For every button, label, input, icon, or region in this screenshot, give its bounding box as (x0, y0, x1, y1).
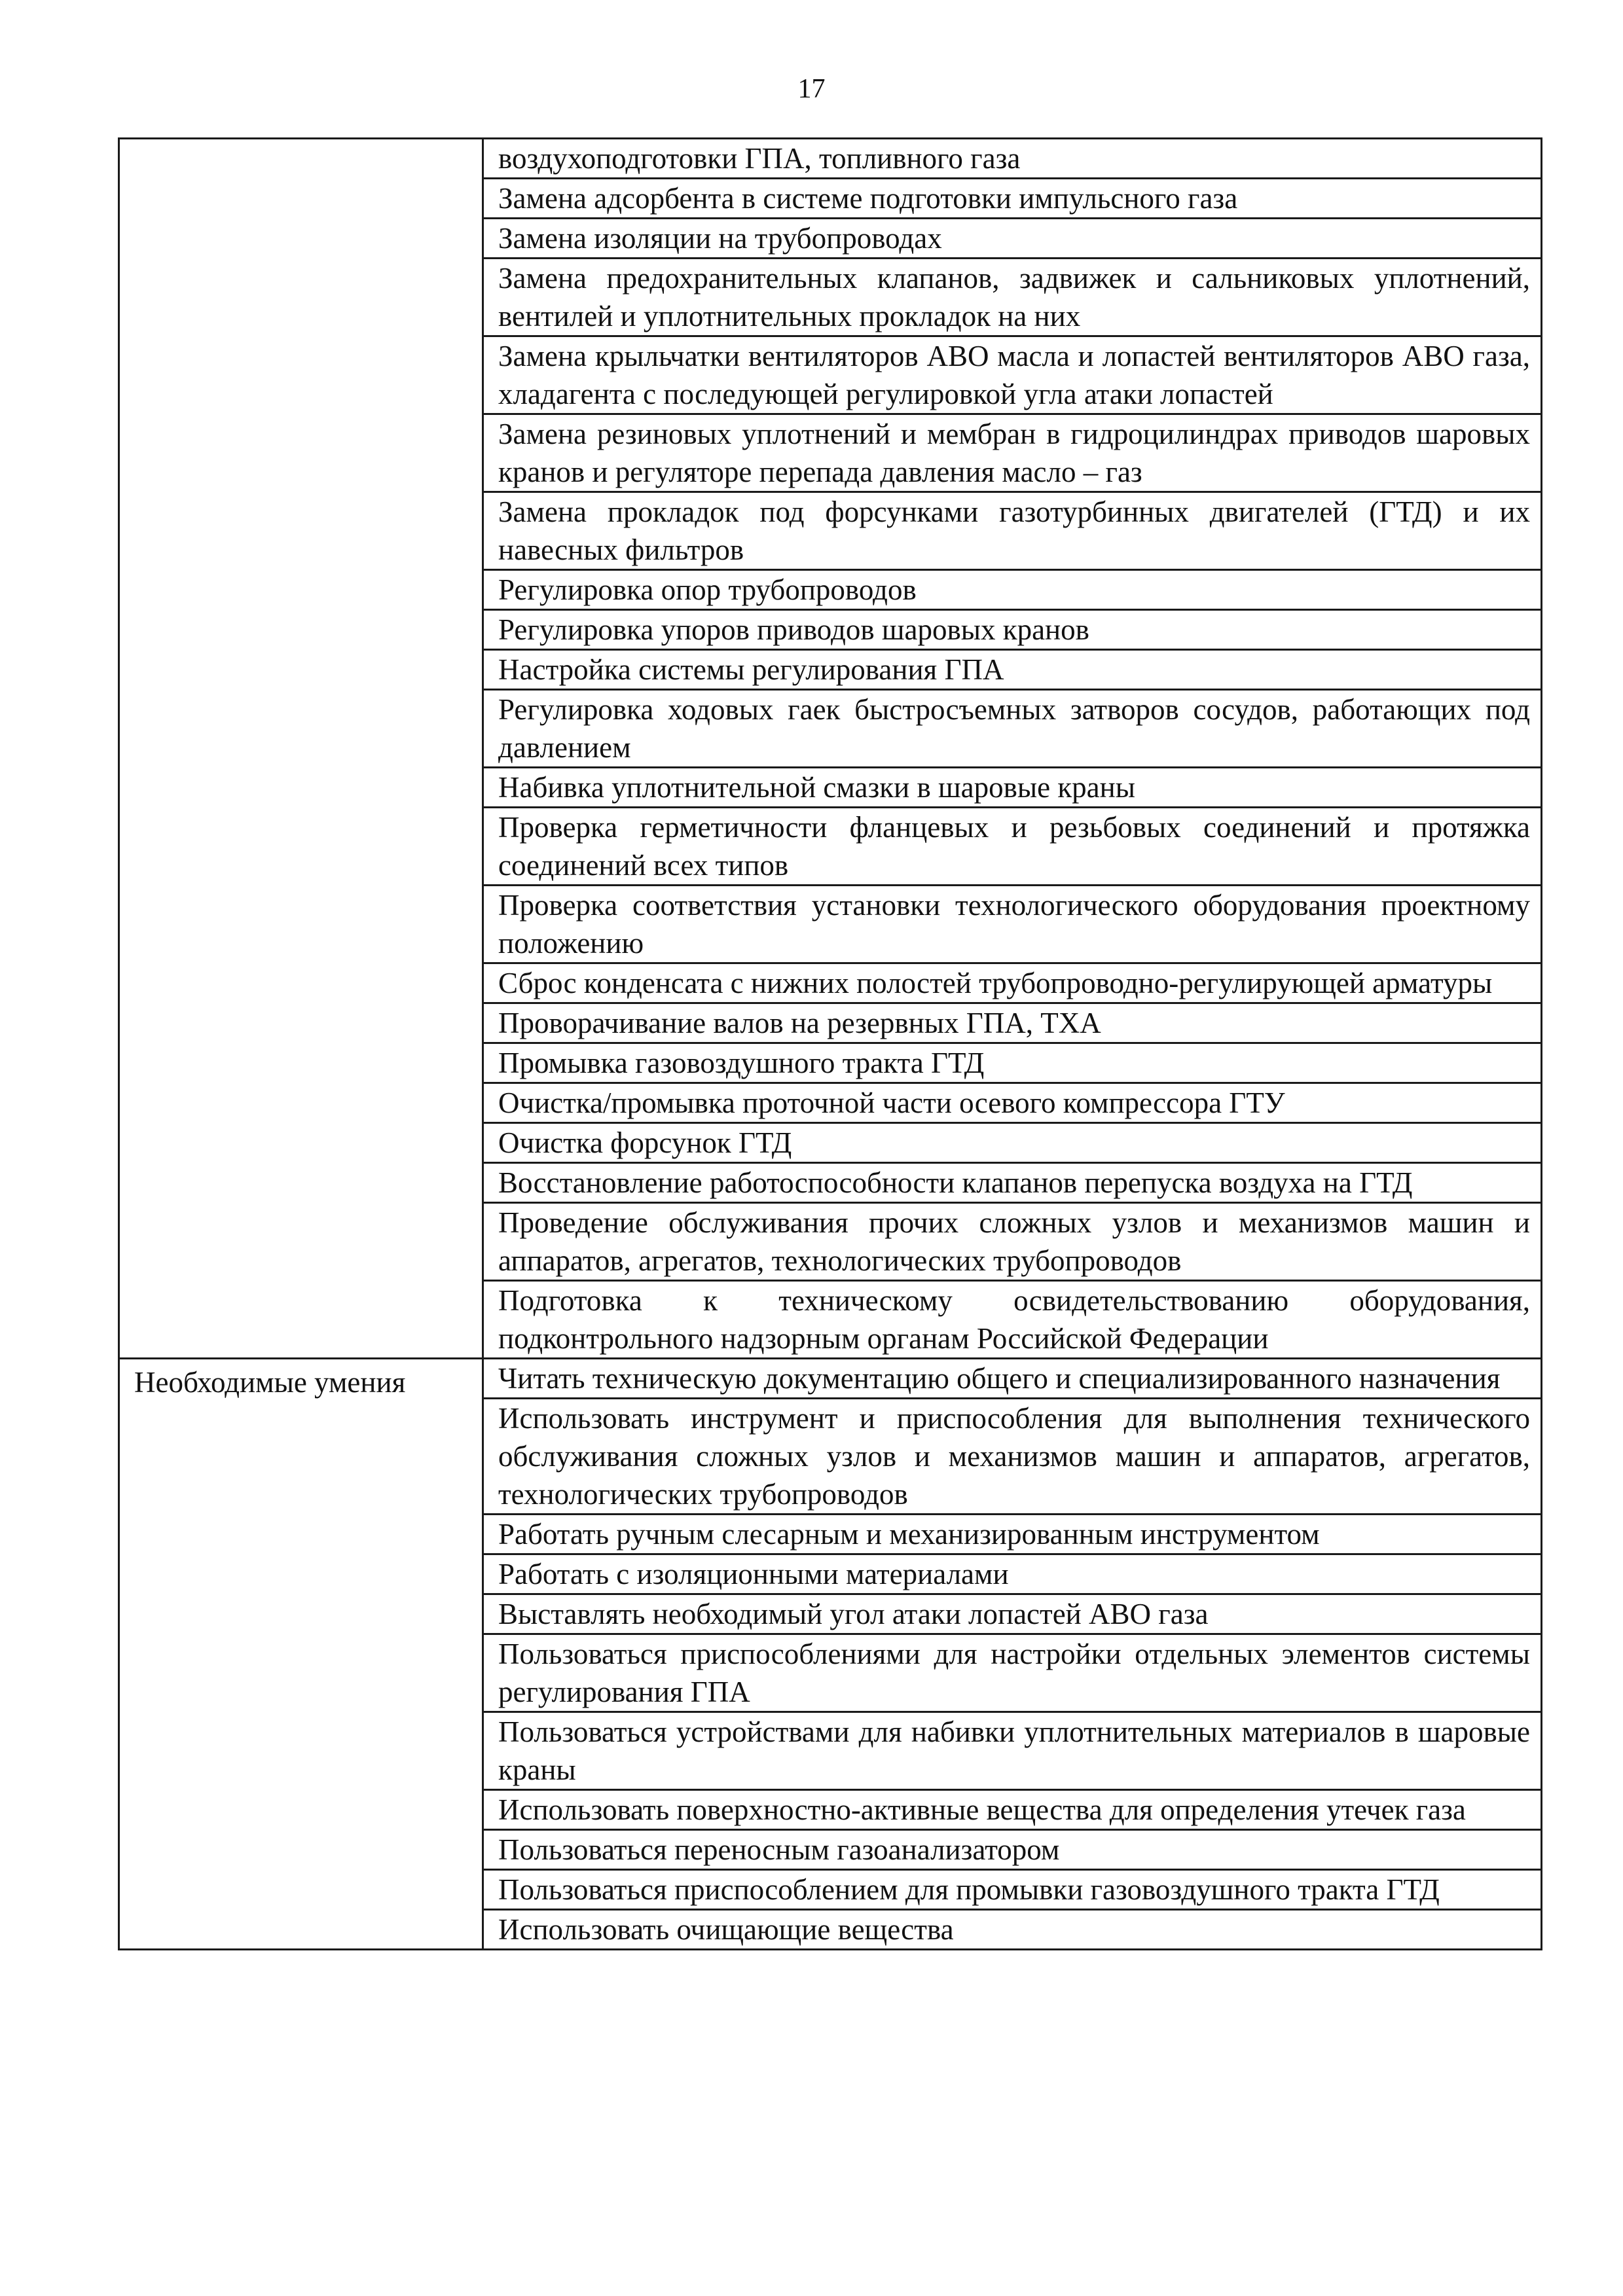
item-cell: Подготовка к техническому освидетельствованию оборудования, подконтрольного надзорным органам Российской Федерации (483, 1281, 1542, 1359)
item-cell: Пользоваться приспособлением для промывки газовоздушного тракта ГТД (483, 1870, 1542, 1910)
item-cell: Сброс конденсата с нижних полостей трубопроводно-регулирующей арматуры (483, 963, 1542, 1003)
item-cell: Работать ручным слесарным и механизированным инструментом (483, 1515, 1542, 1554)
item-cell: Замена прокладок под форсунками газотурбинных двигателей (ГТД) и их навесных фильтров (483, 492, 1542, 570)
item-cell: Регулировка ходовых гаек быстросъемных затворов сосудов, работающих под давлением (483, 690, 1542, 768)
item-cell: Восстановление работоспособности клапанов перепуска воздуха на ГТД (483, 1163, 1542, 1203)
item-cell: Настройка системы регулирования ГПА (483, 650, 1542, 690)
item-cell: Работать с изоляционными материалами (483, 1554, 1542, 1594)
item-cell: Пользоваться приспособлениями для настройки отдельных элементов системы регулирования ГПА (483, 1634, 1542, 1712)
section-label-cell (119, 139, 483, 1359)
table-row (119, 139, 1542, 179)
item-cell: Выставлять необходимый угол атаки лопастей АВО газа (483, 1594, 1542, 1634)
item-cell: Промывка газовоздушного тракта ГТД (483, 1043, 1542, 1083)
item-cell: Использовать поверхностно-активные вещества для определения утечек газа (483, 1790, 1542, 1830)
item-cell: Регулировка упоров приводов шаровых кранов (483, 610, 1542, 650)
item-cell: Регулировка опор трубопроводов (483, 570, 1542, 610)
item-cell: Замена изоляции на трубопроводах (483, 219, 1542, 259)
requirements-table-body (119, 139, 1542, 1950)
item-cell: Набивка уплотнительной смазки в шаровые краны (483, 768, 1542, 808)
table-row (119, 1359, 1542, 1399)
section-label-cell: Необходимые умения (119, 1359, 483, 1950)
item-cell: Пользоваться устройствами для набивки уплотнительных материалов в шаровые краны (483, 1712, 1542, 1790)
page-number: 17 (797, 74, 826, 104)
item-cell: Проведение обслуживания прочих сложных узлов и механизмов машин и аппаратов, агрегатов, технологических трубопроводов (483, 1203, 1542, 1281)
item-cell: Использовать инструмент и приспособления для выполнения технического обслуживания сложных узлов и механизмов машин и аппаратов, агрегатов, технологических трубопроводов (483, 1399, 1542, 1515)
item-cell: Пользоваться переносным газоанализатором (483, 1830, 1542, 1870)
item-cell: Замена адсорбента в системе подготовки импульсного газа (483, 179, 1542, 219)
item-cell: Замена крыльчатки вентиляторов АВО масла и лопастей вентиляторов АВО газа, хладагента с последующей регулировкой угла атаки лопастей (483, 336, 1542, 414)
item-cell: Читать техническую документацию общего и специализированного назначения (483, 1359, 1542, 1399)
item-cell: Проверка герметичности фланцевых и резьбовых соединений и протяжка соединений всех типов (483, 808, 1542, 886)
item-cell: Замена резиновых уплотнений и мембран в гидроцилиндрах приводов шаровых кранов и регуляторе перепада давления масло – газ (483, 414, 1542, 492)
item-cell: воздухоподготовки ГПА, топливного газа (483, 139, 1542, 179)
requirements-table (118, 137, 1542, 1950)
item-cell: Проверка соответствия установки технологического оборудования проектному положению (483, 886, 1542, 963)
item-cell: Очистка форсунок ГТД (483, 1123, 1542, 1163)
item-cell: Очистка/промывка проточной части осевого компрессора ГТУ (483, 1083, 1542, 1123)
item-cell: Использовать очищающие вещества (483, 1910, 1542, 1950)
item-cell: Проворачивание валов на резервных ГПА, ТХА (483, 1003, 1542, 1043)
item-cell: Замена предохранительных клапанов, задвижек и сальниковых уплотнений, вентилей и уплотнительных прокладок на них (483, 259, 1542, 336)
